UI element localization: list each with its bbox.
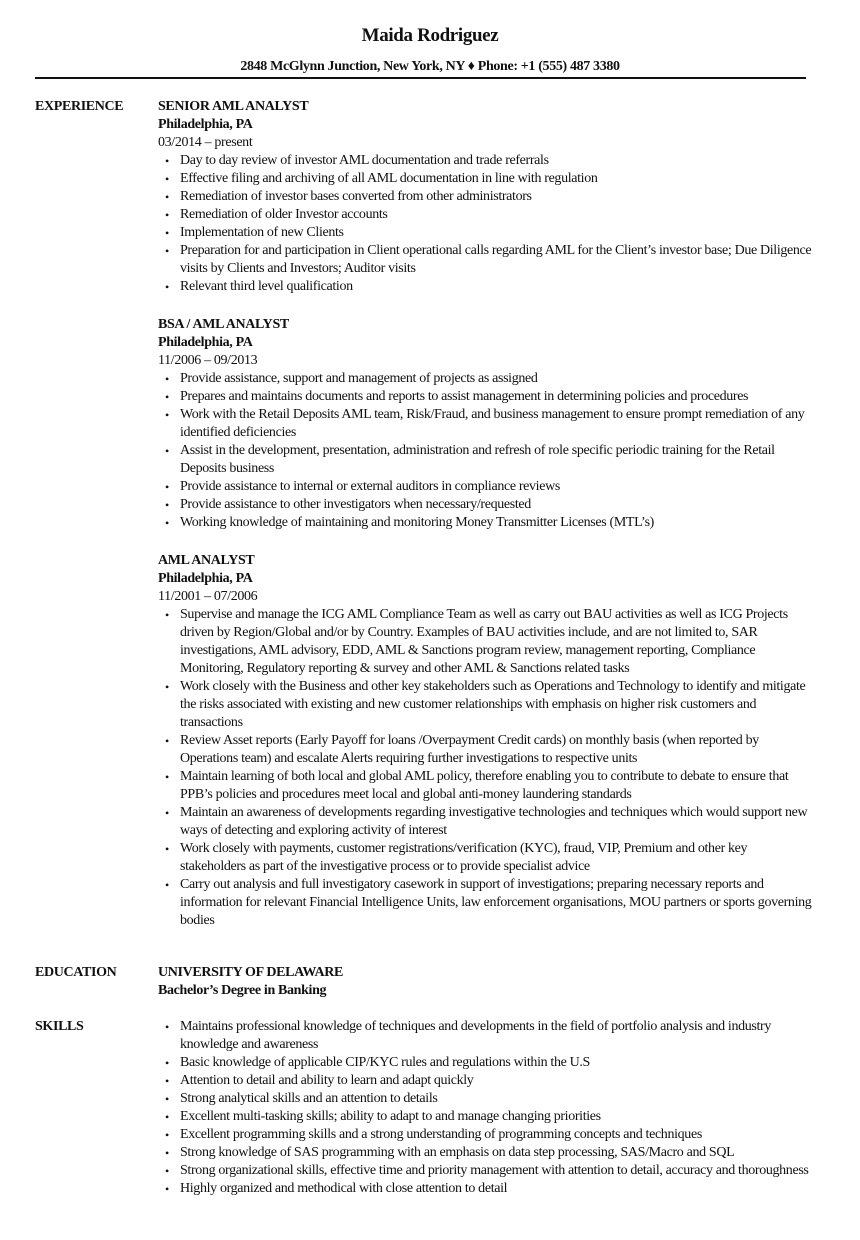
education-section: [35, 964, 815, 1000]
job-location: Philadelphia, PA: [158, 335, 253, 350]
experience-list: [158, 98, 815, 950]
job-bullet: • Review Asset reports (Early Payoff for loans /Overpayment Credit cards) on monthly basis (when reported by Operations team) and escalate Alerts requiring further investigations to respective units: [158, 732, 815, 768]
skill-item: • Strong analytical skills and an attention to details: [158, 1090, 815, 1108]
skill-item: • Highly organized and methodical with close attention to detail: [158, 1180, 815, 1198]
job-bullet: • Supervise and manage the ICG AML Compliance Team as well as carry out BAU activities as well as ICG Projects driven by Region/Global and/or by Country. Examples of BAU activities include, and are not limited to, SAR investigations, AML advisory, EDD, AML & Sanctions program review, management reporting, Compliance Monitoring, Regulatory reporting & survey and other AML & Sanctions related tasks: [158, 606, 815, 678]
job-title: SENIOR AML ANALYST: [158, 99, 309, 114]
skill-item: • Excellent programming skills and a strong understanding of programming concepts and techniques: [158, 1126, 815, 1144]
skill-item: • Attention to detail and ability to learn and adapt quickly: [158, 1072, 815, 1090]
job-entry: [158, 98, 815, 296]
job-bullet: • Carry out analysis and full investigatory casework in support of investigations; preparing necessary reports and information for relevant Financial Intelligence Units, law enforcement organisations, MOU partners or sports governing bodies: [158, 876, 815, 930]
job-location: Philadelphia, PA: [158, 571, 253, 586]
degree: Bachelor’s Degree in Banking: [158, 983, 327, 998]
job-bullet: • Working knowledge of maintaining and monitoring Money Transmitter Licenses (MTL’s): [158, 514, 815, 532]
job-bullet: • Prepares and maintains documents and reports to assist management in determining policies and procedures: [158, 388, 815, 406]
job-bullet: • Provide assistance to internal or external auditors in compliance reviews: [158, 478, 815, 496]
header-divider: [35, 77, 806, 79]
job-bullet: • Remediation of investor bases converted from other administrators: [158, 188, 815, 206]
skills-list: [158, 1018, 815, 1198]
skill-item: • Strong knowledge of SAS programming with an emphasis on data step processing, SAS/Macro and SQL: [158, 1144, 815, 1162]
job-title: BSA / AML ANALYST: [158, 317, 289, 332]
school-name: UNIVERSITY OF DELAWARE: [158, 965, 343, 980]
job-dates: 03/2014 – present: [158, 135, 253, 150]
section-label: SKILLS: [35, 1019, 84, 1034]
job-bullet: • Maintain learning of both local and global AML policy, therefore enabling you to contribute to debate to ensure that PPB’s policies and procedures meet local and global anti-money laundering standards: [158, 768, 815, 804]
job-bullet: • Day to day review of investor AML documentation and trade referrals: [158, 152, 815, 170]
job-dates: 11/2001 – 07/2006: [158, 589, 258, 604]
job-bullet: • Assist in the development, presentation, administration and refresh of role specific periodic training for the Retail Deposits business: [158, 442, 815, 478]
section-label: EDUCATION: [35, 965, 117, 980]
job-bullet: • Remediation of older Investor accounts: [158, 206, 815, 224]
job-title: AML ANALYST: [158, 553, 255, 568]
job-bullet: • Preparation for and participation in Client operational calls regarding AML for the Client’s investor base; Due Diligence visits by Clients and Investors; Auditor visits: [158, 242, 815, 278]
job-bullet: • Maintain an awareness of developments regarding investigative technologies and techniques which would support new ways of detecting and exploring activity of interest: [158, 804, 815, 840]
resume-content: [35, 98, 815, 1214]
contact-line: 2848 McGlynn Junction, New York, NY ♦ Phone: +1 (555) 487 3380: [240, 59, 620, 74]
job-dates: 11/2006 – 09/2013: [158, 353, 258, 368]
job-bullet: • Provide assistance to other investigators when necessary/requested: [158, 496, 815, 514]
job-bullet: • Work closely with the Business and other key stakeholders such as Operations and Technology to identify and mitigate the risks associated with existing and new customer relationships with emphasis on higher risk customers and transactions: [158, 678, 815, 732]
section-label: EXPERIENCE: [35, 99, 124, 114]
job-bullet: • Relevant third level qualification: [158, 278, 815, 296]
job-location: Philadelphia, PA: [158, 117, 253, 132]
skills-section: [35, 1018, 815, 1198]
skill-item: • Excellent multi-tasking skills; ability to adapt to and manage changing priorities: [158, 1108, 815, 1126]
experience-section: [35, 98, 815, 950]
job-entry: [158, 316, 815, 532]
job-entry: [158, 552, 815, 930]
job-bullet: • Work with the Retail Deposits AML team, Risk/Fraud, and business management to ensure prompt remediation of any identified deficiencies: [158, 406, 815, 442]
skill-item: • Maintains professional knowledge of techniques and developments in the field of portfolio analysis and industry knowledge and awareness: [158, 1018, 815, 1054]
skill-item: • Basic knowledge of applicable CIP/KYC rules and regulations within the U.S: [158, 1054, 815, 1072]
job-bullet: • Implementation of new Clients: [158, 224, 815, 242]
skill-item: • Strong organizational skills, effective time and priority management with attention to detail, accuracy and thoroughness: [158, 1162, 815, 1180]
job-bullet: • Effective filing and archiving of all AML documentation in line with regulation: [158, 170, 815, 188]
candidate-name: Maida Rodriguez: [361, 25, 499, 46]
job-bullet: • Work closely with payments, customer registrations/verification (KYC), fraud, VIP, Premium and other key stakeholders as part of the investigative process or to provide specialist advice: [158, 840, 815, 876]
job-bullet: • Provide assistance, support and management of projects as assigned: [158, 370, 815, 388]
